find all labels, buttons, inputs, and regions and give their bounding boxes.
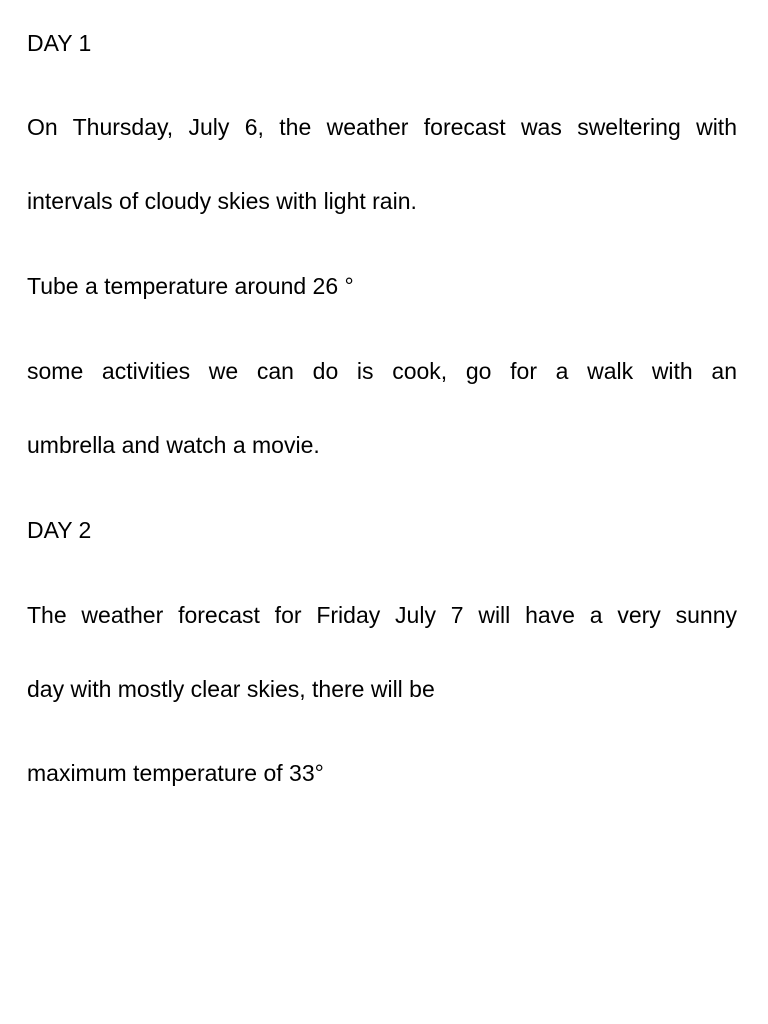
day1-activities-line1: some activities we can do is cook, go for a walk with an <box>27 358 737 384</box>
day1-paragraph-line1: On Thursday, July 6, the weather forecast was sweltering with <box>27 114 737 140</box>
day1-paragraph-line2: intervals of cloudy skies with light rain. <box>27 188 417 214</box>
day2-heading: DAY 2 <box>27 517 92 543</box>
document-page <box>27 0 737 1024</box>
day2-paragraph-line1: The weather forecast for Friday July 7 will have a very sunny <box>27 602 737 628</box>
day1-activities-line2: umbrella and watch a movie. <box>27 432 320 458</box>
day1-temperature: Tube a temperature around 26 ° <box>27 273 354 299</box>
day2-paragraph-line2: day with mostly clear skies, there will be <box>27 676 435 702</box>
day2-temperature: maximum temperature of 33° <box>27 760 324 786</box>
day1-heading: DAY 1 <box>27 30 92 56</box>
